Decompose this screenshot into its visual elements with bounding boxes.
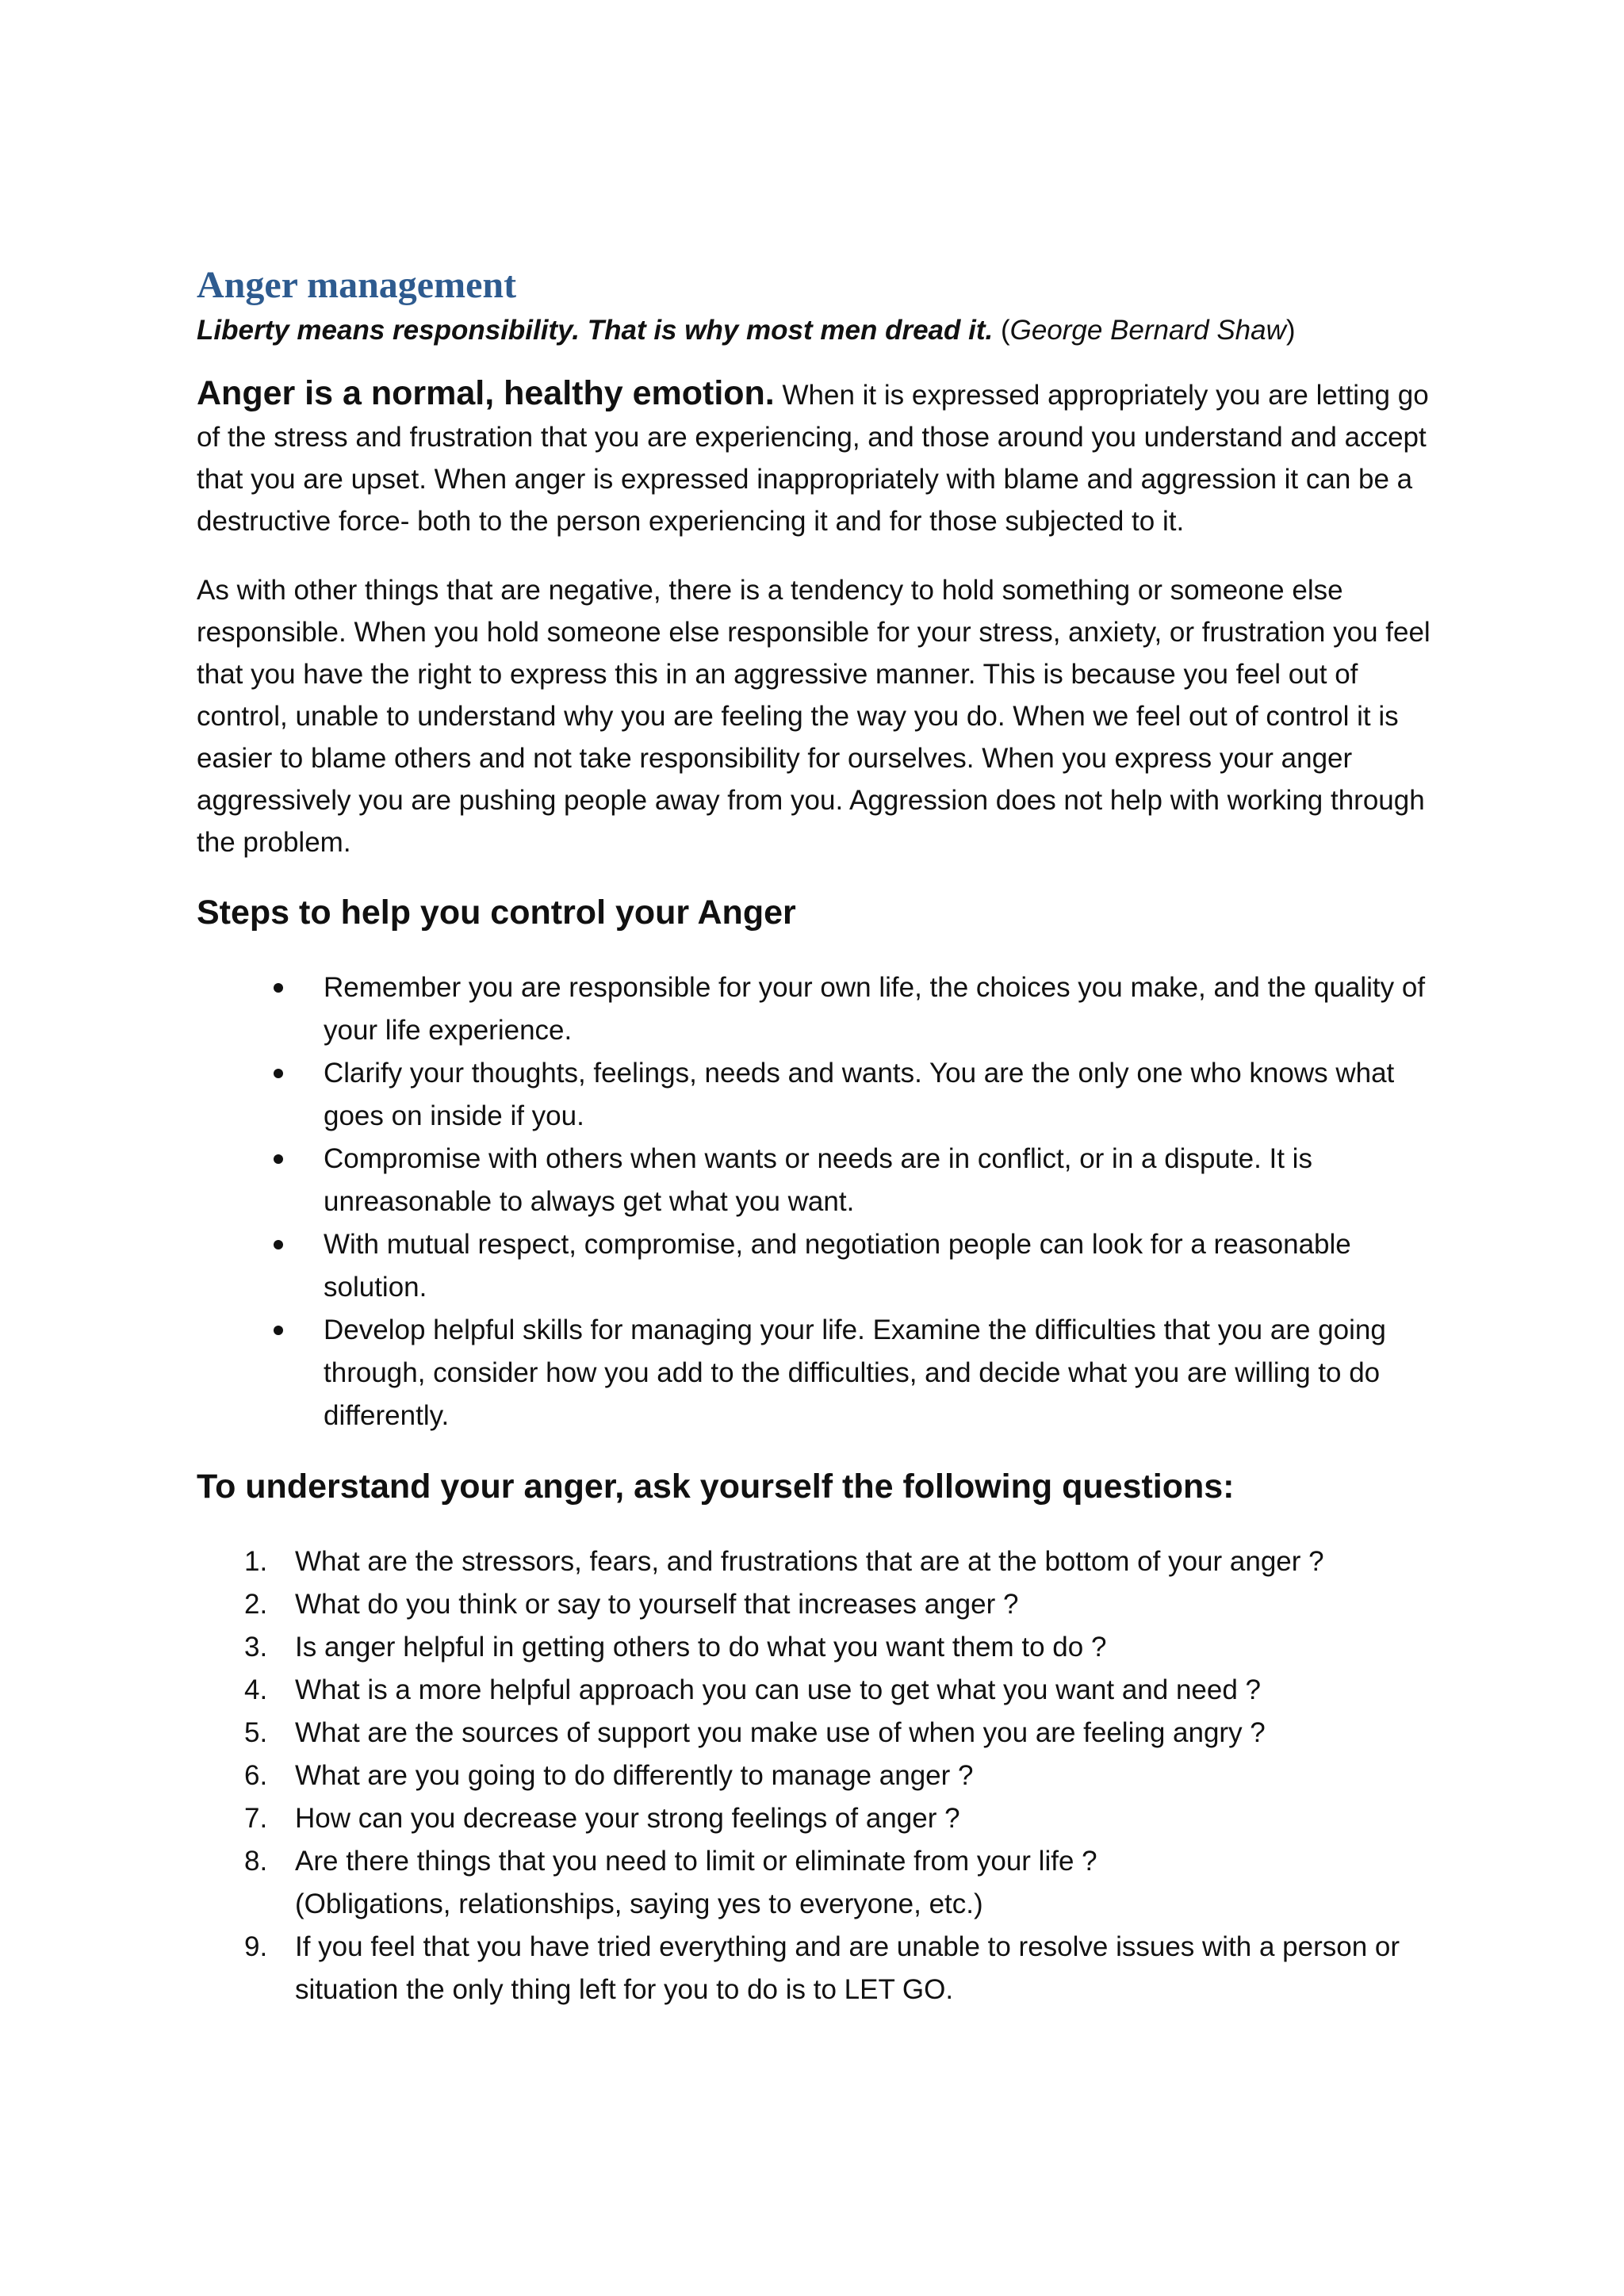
list-item-text: What is a more helpful approach you can use to get what you want and need ? bbox=[295, 1674, 1261, 1705]
list-item bbox=[197, 1309, 1434, 1437]
questions-heading: To understand your anger, ask yourself the following questions: bbox=[197, 1468, 1235, 1506]
item-number: 5. bbox=[244, 1717, 268, 1748]
epigraph bbox=[197, 311, 1434, 350]
list-item-text: What do you think or say to yourself that increases anger ? bbox=[295, 1589, 1019, 1620]
item-number: 8. bbox=[244, 1846, 268, 1877]
list-item bbox=[197, 1540, 1434, 1583]
item-number: 4. bbox=[244, 1674, 268, 1705]
list-item bbox=[197, 966, 1434, 1052]
list-item-text: Develop helpful skills for managing your life. Examine the difficulties that you are going through, consider how you add to the difficulties, and decide what you are willing to do differently. bbox=[324, 1314, 1386, 1431]
item-number: 9. bbox=[244, 1931, 268, 1962]
page-title: Anger management bbox=[197, 264, 517, 306]
list-item bbox=[197, 1052, 1434, 1138]
quote-author: George Bernard Shaw bbox=[1009, 315, 1286, 346]
item-number: 1. bbox=[244, 1546, 268, 1577]
list-item bbox=[197, 1797, 1434, 1840]
quote-open-paren: ( bbox=[1000, 315, 1010, 346]
list-item-text: How can you decrease your strong feelings of anger ? bbox=[295, 1803, 960, 1834]
item-number: 6. bbox=[244, 1760, 268, 1791]
steps-list bbox=[197, 966, 1434, 1437]
steps-heading: Steps to help you control your Anger bbox=[197, 894, 796, 932]
list-item bbox=[197, 1926, 1434, 2011]
bullet-icon bbox=[274, 1326, 283, 1335]
list-item bbox=[197, 1712, 1434, 1755]
list-item-text: Clarify your thoughts, feelings, needs and wants. You are the only one who knows what goes on inside if you. bbox=[324, 1058, 1395, 1131]
list-item bbox=[197, 1583, 1434, 1626]
list-item-text: What are the sources of support you make use of when you are feeling angry ? bbox=[295, 1717, 1266, 1748]
list-item bbox=[197, 1138, 1434, 1223]
list-item bbox=[197, 1223, 1434, 1309]
list-item bbox=[197, 1626, 1434, 1669]
bullet-icon bbox=[274, 1240, 283, 1249]
list-item-text: What are the stressors, fears, and frustrations that are at the bottom of your anger ? bbox=[295, 1546, 1324, 1577]
list-item bbox=[197, 1840, 1434, 1926]
responsibility-paragraph: As with other things that are negative, there is a tendency to hold something or someone else responsible. When you hold someone else responsible for your stress, anxiety, or frustration you feel that you have the right to express this in an aggressive manner. This is because you feel out of control, unable to understand why you are feeling the way you do. When we feel out of control it is easier to blame others and not take responsibility for ourselves. When you express your anger aggressively you are pushing people away from you. Aggression does not help with working through the problem. bbox=[197, 575, 1431, 858]
list-item bbox=[197, 1669, 1434, 1712]
list-item-text: If you feel that you have tried everything and are unable to resolve issues with a person or situation the only thing left for you to do is to LET GO. bbox=[295, 1931, 1400, 2005]
item-number: 2. bbox=[244, 1589, 268, 1620]
list-item bbox=[197, 1755, 1434, 1797]
bullet-icon bbox=[274, 1069, 283, 1078]
quote-close-paren: ) bbox=[1285, 315, 1296, 346]
item-number: 7. bbox=[244, 1803, 268, 1834]
list-item-subtext: (Obligations, relationships, saying yes to everyone, etc.) bbox=[295, 1888, 983, 1919]
bullet-icon bbox=[274, 983, 283, 993]
item-number: 3. bbox=[244, 1632, 268, 1663]
list-item-text: With mutual respect, compromise, and negotiation people can look for a reasonable solution. bbox=[324, 1229, 1351, 1303]
document-page bbox=[197, 260, 1434, 2011]
intro-lead: Anger is a normal, healthy emotion. bbox=[197, 374, 775, 412]
list-item-text: Remember you are responsible for your own life, the choices you make, and the quality of your life experience. bbox=[324, 972, 1426, 1046]
list-item-text: Is anger helpful in getting others to do what you want them to do ? bbox=[295, 1632, 1107, 1663]
list-item-text: Are there things that you need to limit or eliminate from your life ? bbox=[295, 1846, 1097, 1877]
quote-text: Liberty means responsibility. That is why most men dread it. bbox=[197, 315, 994, 346]
intro-paragraph bbox=[197, 373, 1434, 542]
list-item-text: What are you going to do differently to manage anger ? bbox=[295, 1760, 974, 1791]
questions-list bbox=[197, 1540, 1434, 2011]
intro-text: When it is expressed appropriately you are letting go of the stress and frustration that you are experiencing, and those around you understand and accept that you are upset. When anger is expressed inappropriately with blame and aggression it can be a destructive force- both to the person experiencing it and for those subjected to it. bbox=[197, 380, 1429, 537]
list-item-text: Compromise with others when wants or needs are in conflict, or in a dispute. It is unreasonable to always get what you want. bbox=[324, 1143, 1312, 1217]
bullet-icon bbox=[274, 1154, 283, 1164]
